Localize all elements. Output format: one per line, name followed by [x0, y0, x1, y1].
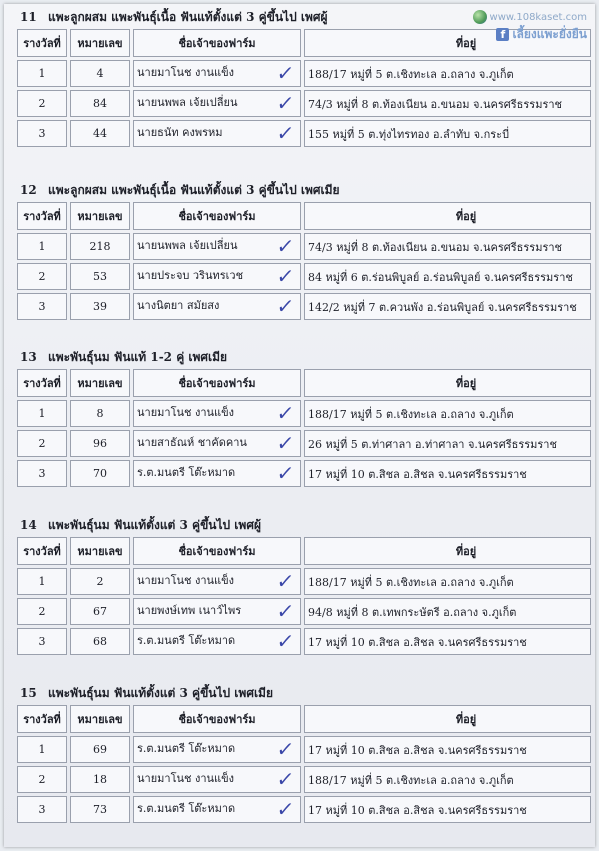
checkmark-icon: ✓	[275, 431, 296, 455]
award-section-14	[16, 516, 594, 658]
cell-number: 69	[70, 736, 130, 763]
cell-address: 188/17 หมู่ที่ 5 ต.เชิงทะเล อ.ถลาง จ.ภูเก็ต	[304, 766, 591, 793]
owner-name: นายประจบ วรินทรเวช	[137, 269, 244, 282]
cell-address: 17 หมู่ที่ 10 ต.สิชล อ.สิชล จ.นครศรีธรรมราช	[304, 736, 591, 763]
cell-number: 218	[70, 233, 130, 260]
cell-number: 84	[70, 90, 130, 117]
table-row	[17, 400, 591, 427]
owner-name: นายมาโนช งานแข็ง	[137, 406, 235, 419]
cell-address: 17 หมู่ที่ 10 ต.สิชล อ.สิชล จ.นครศรีธรรมราช	[304, 628, 591, 655]
cell-rank: 3	[17, 460, 67, 487]
cell-address: 188/17 หมู่ที่ 5 ต.เชิงทะเล อ.ถลาง จ.ภูเก็ต	[304, 60, 591, 87]
owner-name: นายมาโนช งานแข็ง	[137, 574, 235, 587]
award-section-12	[16, 181, 594, 323]
cell-number: 96	[70, 430, 130, 457]
table-row	[17, 796, 591, 823]
award-section-15	[16, 684, 594, 826]
section-title-text: แพะลูกผสม แพะพันธุ์เนื้อ ฟันแท้ตั้งแต่ 3 คู่ขึ้นไป เพศผู้	[48, 10, 328, 24]
checkmark-icon: ✓	[275, 797, 296, 821]
cell-address: 17 หมู่ที่ 10 ต.สิชล อ.สิชล จ.นครศรีธรรมราช	[304, 460, 591, 487]
globe-icon	[473, 10, 487, 24]
section-title-text: แพะพันธุ์นม ฟันแท้ 1-2 คู่ เพศเมีย	[48, 350, 228, 364]
table-header-row	[17, 705, 591, 733]
table-row	[17, 628, 591, 655]
section-title	[16, 348, 594, 366]
checkmark-icon: ✓	[275, 737, 296, 761]
section-number: 13	[20, 350, 37, 364]
section-number: 12	[20, 183, 37, 197]
table-row	[17, 736, 591, 763]
table-row	[17, 90, 591, 117]
section-title-text: แพะพันธุ์นม ฟันแท้ตั้งแต่ 3 คู่ขึ้นไป เพศผู้	[48, 518, 261, 532]
owner-name: ร.ต.มนตรี โต๊ะหมาด	[137, 742, 236, 755]
table-row	[17, 293, 591, 320]
cell-address: 84 หมู่ที่ 6 ต.ร่อนพิบูลย์ อ.ร่อนพิบูลย์ จ.นครศรีธรรมราช	[304, 263, 591, 290]
header-owner: ชื่อเจ้าของฟาร์ม	[133, 202, 301, 230]
results-table	[14, 26, 594, 150]
cell-rank: 1	[17, 568, 67, 595]
header-owner: ชื่อเจ้าของฟาร์ม	[133, 369, 301, 397]
owner-name: นายมาโนช งานแข็ง	[137, 66, 235, 79]
table-row	[17, 766, 591, 793]
header-address: ที่อยู่	[304, 537, 591, 565]
cell-rank: 2	[17, 263, 67, 290]
section-title-text: แพะพันธุ์นม ฟันแท้ตั้งแต่ 3 คู่ขึ้นไป เพศเมีย	[48, 686, 273, 700]
checkmark-icon: ✓	[275, 599, 296, 623]
header-address: ที่อยู่	[304, 29, 591, 57]
section-title	[16, 181, 594, 199]
cell-rank: 1	[17, 60, 67, 87]
results-table	[14, 199, 594, 323]
header-rank: รางวัลที่	[17, 705, 67, 733]
cell-rank: 1	[17, 233, 67, 260]
cell-number: 4	[70, 60, 130, 87]
cell-number: 44	[70, 120, 130, 147]
header-address: ที่อยู่	[304, 369, 591, 397]
checkmark-icon: ✓	[275, 121, 296, 145]
owner-name: นายธนัท คงพรหม	[137, 126, 223, 139]
header-number: หมายเลข	[70, 202, 130, 230]
results-table	[14, 366, 594, 490]
owner-name: ร.ต.มนตรี โต๊ะหมาด	[137, 466, 236, 479]
cell-owner	[133, 736, 301, 763]
cell-owner	[133, 796, 301, 823]
table-row	[17, 120, 591, 147]
header-rank: รางวัลที่	[17, 29, 67, 57]
cell-rank: 1	[17, 736, 67, 763]
header-owner: ชื่อเจ้าของฟาร์ม	[133, 29, 301, 57]
cell-owner	[133, 628, 301, 655]
table-row	[17, 598, 591, 625]
table-row	[17, 460, 591, 487]
cell-number: 53	[70, 263, 130, 290]
header-number: หมายเลข	[70, 29, 130, 57]
section-title	[16, 516, 594, 534]
owner-name: นายมาโนช งานแข็ง	[137, 772, 235, 785]
section-number: 11	[20, 10, 37, 24]
cell-address: 142/2 หมู่ที่ 7 ต.ควนพัง อ.ร่อนพิบูลย์ จ.นครศรีธรรมราช	[304, 293, 591, 320]
header-rank: รางวัลที่	[17, 202, 67, 230]
cell-owner	[133, 598, 301, 625]
cell-owner	[133, 293, 301, 320]
table-row	[17, 233, 591, 260]
table-row	[17, 568, 591, 595]
section-number: 15	[20, 686, 37, 700]
table-row	[17, 430, 591, 457]
table-row	[17, 60, 591, 87]
cell-owner	[133, 400, 301, 427]
cell-owner	[133, 60, 301, 87]
header-owner: ชื่อเจ้าของฟาร์ม	[133, 705, 301, 733]
section-number: 14	[20, 518, 37, 532]
header-number: หมายเลข	[70, 369, 130, 397]
owner-name: นางนิตยา สมัยสง	[137, 299, 220, 312]
cell-address: 26 หมู่ที่ 5 ต.ท่าศาลา อ.ท่าศาลา จ.นครศรีธรรมราช	[304, 430, 591, 457]
owner-name: ร.ต.มนตรี โต๊ะหมาด	[137, 802, 236, 815]
checkmark-icon: ✓	[275, 569, 296, 593]
table-header-row	[17, 202, 591, 230]
checkmark-icon: ✓	[275, 234, 296, 258]
cell-number: 73	[70, 796, 130, 823]
cell-number: 2	[70, 568, 130, 595]
owner-name: ร.ต.มนตรี โต๊ะหมาด	[137, 634, 236, 647]
cell-number: 18	[70, 766, 130, 793]
cell-address: 94/8 หมู่ที่ 8 ต.เทพกระษัตรี อ.ถลาง จ.ภูเก็ต	[304, 598, 591, 625]
checkmark-icon: ✓	[275, 629, 296, 653]
award-section-13	[16, 348, 594, 490]
owner-name: นายสาธัณห์ ชาคัดคาน	[137, 436, 247, 449]
checkmark-icon: ✓	[275, 461, 296, 485]
section-title	[16, 684, 594, 702]
header-owner: ชื่อเจ้าของฟาร์ม	[133, 537, 301, 565]
cell-owner	[133, 430, 301, 457]
header-rank: รางวัลที่	[17, 537, 67, 565]
cell-address: 188/17 หมู่ที่ 5 ต.เชิงทะเล อ.ถลาง จ.ภูเก็ต	[304, 568, 591, 595]
cell-number: 70	[70, 460, 130, 487]
checkmark-icon: ✓	[275, 61, 296, 85]
cell-owner	[133, 766, 301, 793]
cell-rank: 3	[17, 120, 67, 147]
cell-rank: 2	[17, 90, 67, 117]
header-address: ที่อยู่	[304, 705, 591, 733]
cell-owner	[133, 263, 301, 290]
checkmark-icon: ✓	[275, 767, 296, 791]
table-header-row	[17, 537, 591, 565]
cell-owner	[133, 120, 301, 147]
cell-rank: 1	[17, 400, 67, 427]
cell-address: 188/17 หมู่ที่ 5 ต.เชิงทะเล อ.ถลาง จ.ภูเก็ต	[304, 400, 591, 427]
cell-number: 68	[70, 628, 130, 655]
cell-rank: 3	[17, 796, 67, 823]
cell-owner	[133, 233, 301, 260]
cell-rank: 2	[17, 598, 67, 625]
cell-number: 39	[70, 293, 130, 320]
cell-owner	[133, 90, 301, 117]
cell-owner	[133, 460, 301, 487]
cell-address: 74/3 หมู่ที่ 8 ต.ท้องเนียน อ.ขนอม จ.นครศรีธรรมราช	[304, 90, 591, 117]
owner-name: นายนพพล เจ้ยเปลี่ยน	[137, 239, 238, 252]
results-table	[14, 702, 594, 826]
owner-name: นายพงษ์เทพ เนาว์ไพร	[137, 604, 242, 617]
facebook-icon: f	[496, 28, 509, 41]
header-number: หมายเลข	[70, 705, 130, 733]
cell-owner	[133, 568, 301, 595]
cell-rank: 3	[17, 293, 67, 320]
checkmark-icon: ✓	[275, 264, 296, 288]
cell-address: 17 หมู่ที่ 10 ต.สิชล อ.สิชล จ.นครศรีธรรมราช	[304, 796, 591, 823]
cell-number: 8	[70, 400, 130, 427]
table-row	[17, 263, 591, 290]
table-header-row	[17, 369, 591, 397]
checkmark-icon: ✓	[275, 401, 296, 425]
owner-name: นายนพพล เจ้ยเปลี่ยน	[137, 96, 238, 109]
watermark	[437, 10, 587, 44]
watermark-site: www.108kaset.com	[489, 11, 587, 23]
header-number: หมายเลข	[70, 537, 130, 565]
results-table	[14, 534, 594, 658]
cell-address: 74/3 หมู่ที่ 8 ต.ท้องเนียน อ.ขนอม จ.นครศรีธรรมราช	[304, 233, 591, 260]
cell-number: 67	[70, 598, 130, 625]
cell-rank: 2	[17, 766, 67, 793]
cell-address: 155 หมู่ที่ 5 ต.ทุ่งไทรทอง อ.ลำทับ จ.กระบี่	[304, 120, 591, 147]
header-address: ที่อยู่	[304, 202, 591, 230]
section-title-text: แพะลูกผสม แพะพันธุ์เนื้อ ฟันแท้ตั้งแต่ 3 คู่ขึ้นไป เพศเมีย	[48, 183, 340, 197]
document-page	[4, 4, 595, 847]
checkmark-icon: ✓	[275, 91, 296, 115]
cell-rank: 2	[17, 430, 67, 457]
checkmark-icon: ✓	[275, 294, 296, 318]
cell-rank: 3	[17, 628, 67, 655]
watermark-facebook: เลี้ยงแพะยั่งยืน	[512, 27, 587, 41]
header-rank: รางวัลที่	[17, 369, 67, 397]
